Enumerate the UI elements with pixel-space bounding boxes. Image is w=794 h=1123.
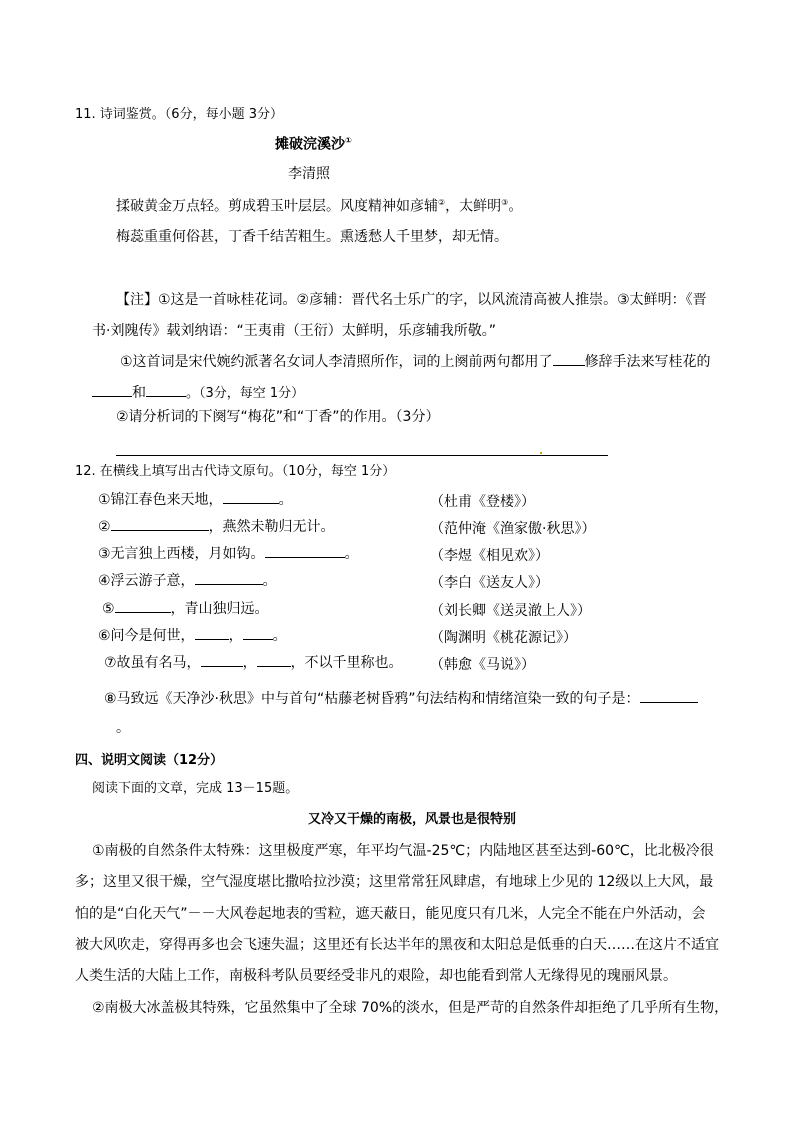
- note-line-2: 书·刘隗传》载刘纳语：“王夷甫（王衍）太鲜明，乐彦辅我所敬。”: [92, 323, 496, 339]
- section4-header: 四、说明文阅读（12分）: [75, 753, 224, 768]
- q12-source-1: （杜甫《登楼》）: [430, 494, 535, 510]
- q12-item-8-end: 。: [116, 720, 130, 736]
- q12-item-6-pre: ⑥问今是何世，: [98, 628, 195, 644]
- q12-item-6: [98, 627, 287, 645]
- q12-item-7-post: ，不以千里称也。: [290, 655, 403, 671]
- answer-blank-1[interactable]: [92, 384, 132, 397]
- note-line-1: 【注】①这是一首咏桂花词。②彦辅：晋代名士乐广的字，以风流清高被人推崇。③太鲜明：《晋: [116, 292, 707, 308]
- q12-source-5: （刘长卿《送灵澈上人》）: [430, 603, 591, 619]
- q11-sub1-line1: [120, 353, 711, 371]
- q12-item-7-mid: ，: [242, 655, 257, 671]
- answer-line[interactable]: [116, 455, 608, 456]
- q12-item-8-text: ⑧马致远《天净沙·秋思》中与首句“枯藤老树昏鸦”句法结构和情绪渲染一致的句子是：: [104, 691, 640, 707]
- q12-blank-1[interactable]: [223, 491, 279, 504]
- q11-sub1-text-c: 和: [132, 385, 146, 401]
- section4-instruction: 阅读下面的文章，完成 13－15题。: [92, 781, 299, 796]
- q12-source-2: （范仲淹《渔家傲·秋思》）: [430, 521, 596, 537]
- q12-source-4: （李白《送友人》）: [430, 575, 549, 591]
- q12-item-2-post: ，燕然未勒归无计。: [208, 519, 335, 535]
- article-p1-line4: 被大风吹走，穿得再多也会飞速失温；这里还有长达半年的黑夜和太阳总是低垂的白天……在这片不适宜: [75, 937, 719, 953]
- q12-blank-7b[interactable]: [257, 654, 291, 667]
- q12-source-7: （韩愈《马说》）: [430, 657, 535, 673]
- answer-blank-2[interactable]: [146, 384, 186, 397]
- article-p2-line1: ②南极大冰盖极其特殊，它虽然集中了全球 70%的淡水，但是严苛的自然条件却拒绝了几乎所有生物，: [92, 1000, 729, 1016]
- q12-item-2-pre: ②: [98, 519, 111, 535]
- q12-blank-5[interactable]: [115, 600, 171, 613]
- poem-note-2: ②: [438, 198, 446, 207]
- poem-line-1b: ，太鲜明: [445, 198, 502, 215]
- q12-item-4-pre: ④浮云游子意，: [98, 573, 195, 589]
- article-p1-line3: 怕的是“白化天气”－－大风卷起地表的雪粒，遮天蔽日，能见度只有几米，人完全不能在户外活动，会: [75, 906, 706, 922]
- q12-item-2: [98, 518, 335, 536]
- q12-blank-2[interactable]: [111, 518, 209, 531]
- q11-sub1-text-d: 。（3分，每空 1分）: [186, 386, 305, 401]
- q12-item-1: [98, 491, 293, 509]
- q11-sub1-text-b: 修辞手法来写桂花的: [584, 354, 711, 370]
- q12-blank-6b[interactable]: [243, 627, 273, 640]
- q12-header: 12. 在横线上填写出古代诗文原句。（10分，每空 1分）: [75, 464, 396, 479]
- q12-item-6-post: 。: [272, 628, 287, 644]
- q12-item-3-post: 。: [344, 546, 359, 562]
- article-title: 又冷又干燥的南极，风景也是很特别: [308, 812, 517, 827]
- q12-blank-7a[interactable]: [201, 654, 243, 667]
- q12-item-8: [104, 690, 698, 708]
- q12-item-7: [104, 654, 403, 672]
- q12-source-3: （李煜《相见欢》）: [430, 548, 549, 564]
- poem-title-note: ①: [345, 136, 352, 145]
- poem-line-1c: 。: [508, 198, 523, 215]
- q12-item-1-post: 。: [278, 492, 293, 508]
- q12-item-1-pre: ①锦江春色来天地，: [98, 492, 223, 508]
- q12-item-7-pre: ⑦故虽有名马，: [104, 655, 201, 671]
- q12-item-3-pre: ③无言独上西楼，月如钩。: [98, 546, 265, 562]
- q12-blank-6a[interactable]: [195, 627, 229, 640]
- poem-title: [275, 136, 352, 153]
- q12-item-3: [98, 545, 359, 563]
- q11-sub2: ②请分析词的下阕写“梅花”和“丁香”的作用。（3分）: [116, 409, 440, 425]
- q12-blank-4[interactable]: [195, 572, 263, 585]
- q11-sub1-line2: [92, 384, 304, 402]
- q12-item-5-post: ，青山独归远。: [170, 601, 269, 617]
- stray-mark: [540, 452, 542, 454]
- q12-blank-3[interactable]: [265, 545, 345, 558]
- answer-blank-rhetoric[interactable]: [553, 353, 585, 366]
- q12-item-4: [98, 572, 277, 590]
- article-p1-line2: 多；这里又很干燥，空气湿度堪比撒哈拉沙漠；这里常常狂风肆虐，有地球上少见的 12级以上大风，最: [75, 874, 714, 890]
- q12-item-6-mid: ，: [228, 628, 243, 644]
- poem-title-text: 摊破浣溪沙: [275, 136, 345, 153]
- q12-blank-8[interactable]: [640, 690, 698, 703]
- poem-author: 李清照: [288, 166, 330, 182]
- article-p1-line1: ①南极的自然条件太特殊：这里极度严寒，年平均气温-25℃；内陆地区甚至达到-60℃，比北极冷很: [92, 843, 714, 859]
- poem-line-1a: 揉破黄金万点轻。剪成碧玉叶层层。风度精神如彦辅: [116, 198, 438, 215]
- q12-item-4-post: 。: [262, 573, 277, 589]
- q12-source-6: （陶渊明《桃花源记》）: [430, 630, 577, 646]
- poem-line-2: 梅蕊重重何俗甚，丁香千结苦粗生。熏透愁人千里梦，却无情。: [116, 229, 508, 245]
- poem-note-3: ③: [501, 198, 509, 207]
- q11-header: 11. 诗词鉴赏。（6分，每小题 3分）: [75, 107, 283, 122]
- q12-item-5-pre: ⑤: [102, 601, 115, 617]
- poem-line-1: [116, 198, 522, 215]
- q12-item-5: [102, 600, 269, 618]
- q11-sub1-text-a: ①这首词是宋代婉约派著名女词人李清照所作，词的上阕前两句都用了: [120, 354, 553, 370]
- article-p1-line5: 人类生活的大陆上工作，南极科考队员要经受非凡的艰险，却也能看到常人无缘得见的瑰丽风景。: [75, 968, 677, 984]
